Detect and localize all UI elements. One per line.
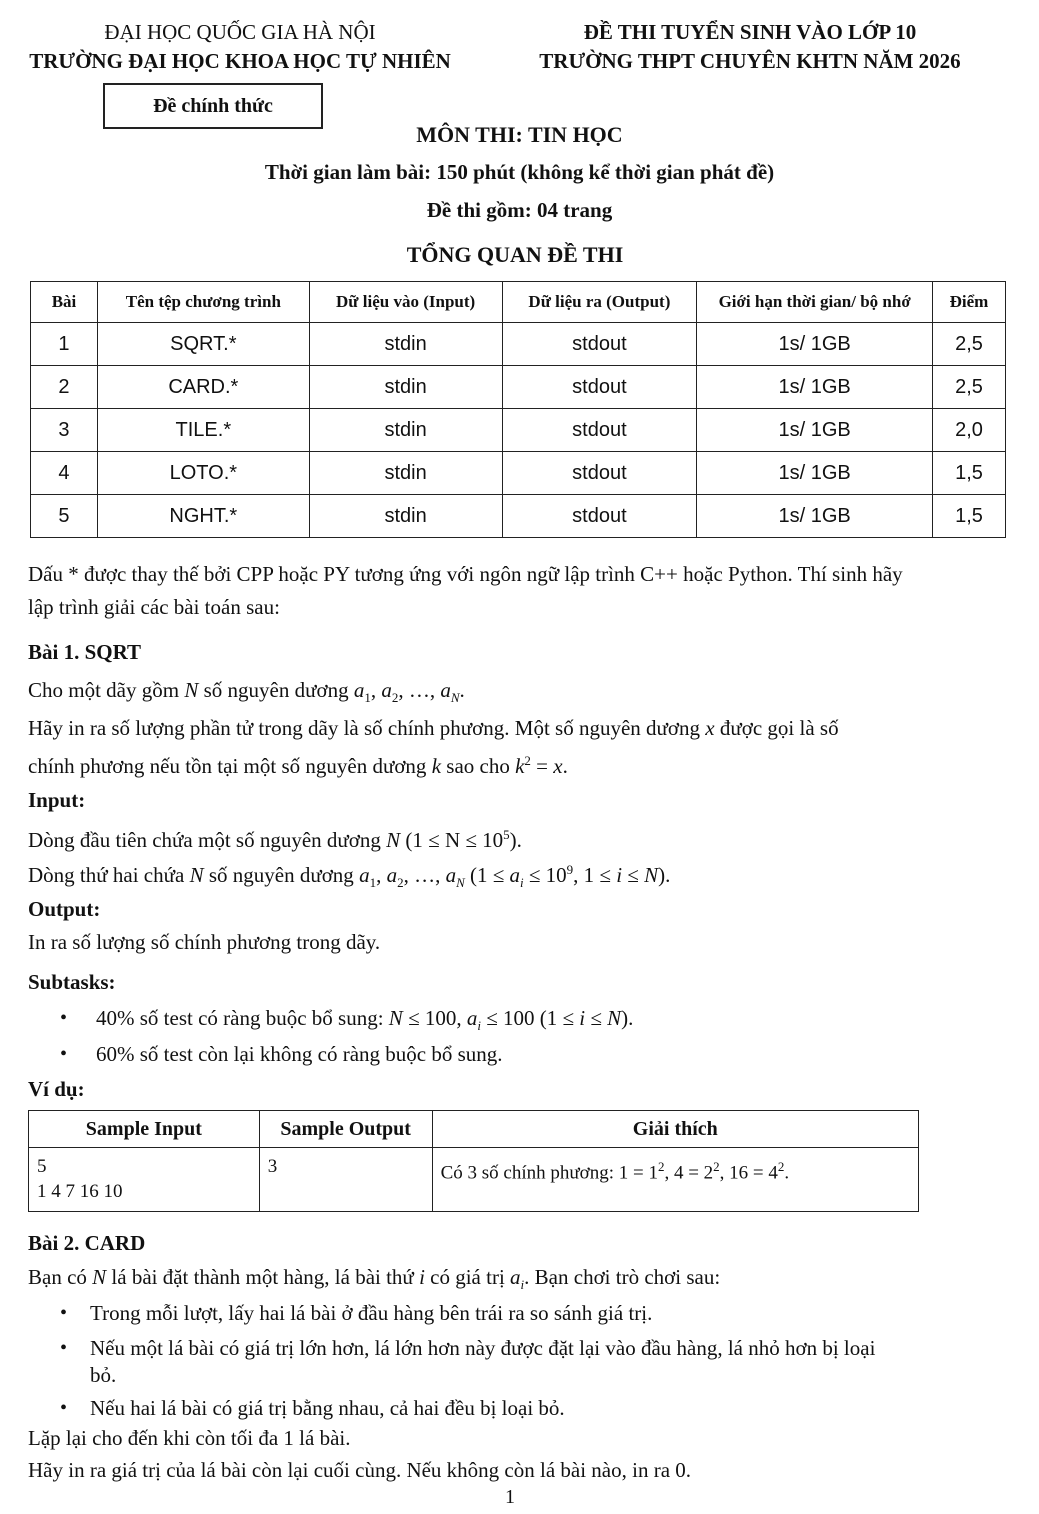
- text: Nếu một lá bài có giá trị lớn hơn, lá lớn hơn này được đặt lại vào đầu hàng, lá nhỏ hơn bị loại: [90, 1336, 876, 1360]
- table-cell: 1s/ 1GB: [697, 323, 933, 366]
- table-cell: stdin: [309, 452, 502, 495]
- table-cell: 1,5: [933, 452, 1006, 495]
- bullet-icon: •: [60, 1043, 68, 1065]
- table-cell: 1,5: [933, 495, 1006, 538]
- table-row: [31, 409, 1006, 452]
- note-line-2: lập trình giải các bài toán sau:: [28, 595, 280, 619]
- problem-2-repeat: Lặp lại cho đến khi còn tối đa 1 lá bài.: [28, 1426, 351, 1450]
- rule-2: [60, 1332, 876, 1365]
- official-exam-badge: Đề chính thức: [103, 83, 323, 129]
- bullet-icon: •: [60, 1302, 68, 1324]
- text: lá bài đặt thành một hàng, lá bài thứ: [106, 1265, 420, 1289]
- example-heading: Ví dụ:: [28, 1077, 85, 1101]
- col-header: Bài: [31, 282, 98, 323]
- table-cell: stdout: [502, 495, 697, 538]
- text: Cho một dãy gồm: [28, 678, 185, 702]
- text: Dòng thứ hai chứa: [28, 863, 190, 887]
- exam-school: TRƯỜNG THPT CHUYÊN KHTN NĂM 2026: [539, 49, 961, 73]
- text: . Bạn chơi trò chơi sau:: [524, 1265, 721, 1289]
- table-cell: 1s/ 1GB: [697, 495, 933, 538]
- table-cell: stdout: [502, 323, 697, 366]
- table-cell: 2,5: [933, 323, 1006, 366]
- table-cell: 1s/ 1GB: [697, 409, 933, 452]
- table-cell: stdin: [309, 409, 502, 452]
- table-cell: stdin: [309, 323, 502, 366]
- explanation-cell: Có 3 số chính phương: $1 = 1^2$, $4 = 2^2$, $16 = 4^2$.: [432, 1148, 918, 1212]
- table-cell: NGHT.*: [97, 495, 309, 538]
- input-line-1: Dòng đầu tiên chứa một số nguyên dương N $(1 \le N \le 10^5)$.: [28, 827, 522, 852]
- table-cell: stdout: [502, 366, 697, 409]
- table-cell: stdout: [502, 452, 697, 495]
- col-header: Sample Input: [29, 1111, 260, 1148]
- text: Trong mỗi lượt, lấy hai lá bài ở đầu hàng bên trái ra so sánh giá trị.: [90, 1301, 653, 1325]
- text: được gọi là số: [714, 716, 839, 740]
- var-k: k: [431, 754, 442, 778]
- col-header: Sample Output: [259, 1111, 432, 1148]
- problem-1-title: Bài 1. SQRT: [28, 640, 142, 664]
- text: Bạn có: [28, 1265, 93, 1289]
- problem-1-desc-1: [28, 712, 839, 745]
- text: 60% số test còn lại không có ràng buộc bổ sung.: [96, 1042, 503, 1066]
- problem-1-desc-2: chính phương nếu tồn tại một số nguyên dương k sao cho $k^2 = x$.: [28, 753, 568, 778]
- exam-pages: Đề thi gồm: 04 trang: [426, 198, 613, 222]
- table-cell: stdout: [502, 409, 697, 452]
- subtask-1: • 40% số test có ràng buộc bổ sung: N ≤ 100, $a_i \le 100$ (1 ≤ i ≤ N).: [96, 1002, 633, 1042]
- note-line-1: Dấu * được thay thế bởi CPP hoặc PY tương ứng với ngôn ngữ lập trình C++ hoặc Python. Thí sinh hãy: [28, 562, 903, 586]
- school-name: TRƯỜNG ĐẠI HỌC KHOA HỌC TỰ NHIÊN: [29, 49, 451, 73]
- table-cell: 5: [31, 495, 98, 538]
- problem-1-statement: Cho một dãy gồm N số nguyên dương $a_1$, $a_2$, …, $a_N$.: [28, 678, 465, 706]
- text: chính phương nếu tồn tại một số nguyên dương: [28, 754, 432, 778]
- table-cell: 4: [31, 452, 98, 495]
- problem-2-statement: Bạn có N lá bài đặt thành một hàng, lá bài thứ i có giá trị $a_i$. Bạn chơi trò chơi sau:: [28, 1265, 721, 1293]
- page-number: 1: [505, 1486, 515, 1508]
- text: Có 3 số chính phương:: [440, 1162, 619, 1184]
- exam-title: ĐỀ THI TUYỂN SINH VÀO LỚP 10: [583, 20, 917, 44]
- text: sao cho: [441, 754, 516, 778]
- university-name: ĐẠI HỌC QUỐC GIA HÀ NỘI: [104, 20, 376, 44]
- output-heading: Output:: [28, 897, 101, 921]
- sample-input-line: 1 4 7 16 10: [37, 1181, 123, 1202]
- subtasks-heading: Subtasks:: [28, 970, 116, 994]
- bullet-icon: •: [60, 1337, 68, 1359]
- bullet-icon: •: [60, 1397, 68, 1419]
- table-cell: stdin: [309, 495, 502, 538]
- problem-2-output: Hãy in ra giá trị của lá bài còn lại cuối cùng. Nếu không còn lá bài nào, in ra 0.: [28, 1458, 692, 1482]
- exam-subject: MÔN THI: TIN HỌC: [416, 122, 623, 147]
- example-table: [28, 1110, 919, 1212]
- col-header: Dữ liệu ra (Output): [502, 282, 697, 323]
- overview-table: [30, 281, 1006, 538]
- input-line-2: Dòng thứ hai chứa N số nguyên dương $a_1$, $a_2$, …, $a_N$ ($1 \le a_i \le 10^9$, 1 ≤ i ≤ N).: [28, 862, 671, 891]
- table-cell: 1s/ 1GB: [697, 452, 933, 495]
- text: số nguyên dương: [203, 863, 360, 887]
- table-cell: 1: [31, 323, 98, 366]
- rule-2-continued: bỏ.: [90, 1363, 117, 1387]
- output-line-1: In ra số lượng số chính phương trong dãy.: [28, 930, 381, 954]
- table-cell: 2: [31, 366, 98, 409]
- overview-header-row: [31, 282, 1006, 323]
- exam-time: Thời gian làm bài: 150 phút (không kể thời gian phát đề): [264, 160, 775, 184]
- text: Hãy in ra số lượng phần tử trong dãy là số chính phương. Một số nguyên dương: [28, 716, 706, 740]
- problem-2-title: Bài 2. CARD: [28, 1231, 146, 1255]
- col-header: Tên tệp chương trình: [97, 282, 309, 323]
- text: 40% số test có ràng buộc bổ sung:: [96, 1006, 389, 1030]
- overview-title: TỔNG QUAN ĐỀ THI: [406, 242, 624, 267]
- col-header: Điểm: [933, 282, 1006, 323]
- rule-1: [60, 1297, 653, 1330]
- col-header: Dữ liệu vào (Input): [309, 282, 502, 323]
- table-cell: 3: [31, 409, 98, 452]
- sample-input-cell: [29, 1148, 260, 1212]
- table-cell: CARD.*: [97, 366, 309, 409]
- text: số nguyên dương: [198, 678, 354, 702]
- col-header: Giải thích: [432, 1111, 918, 1148]
- table-cell: 1s/ 1GB: [697, 366, 933, 409]
- table-row: [31, 323, 1006, 366]
- example-header-row: [29, 1111, 919, 1148]
- table-row: [29, 1148, 919, 1212]
- table-row: [31, 495, 1006, 538]
- var-N: N: [184, 678, 199, 702]
- text: có giá trị: [424, 1265, 511, 1289]
- sample-input-line: 5: [37, 1156, 47, 1177]
- table-row: [31, 452, 1006, 495]
- table-cell: TILE.*: [97, 409, 309, 452]
- table-cell: SQRT.*: [97, 323, 309, 366]
- text: Dòng đầu tiên chứa một số nguyên dương: [28, 828, 387, 852]
- table-row: [31, 366, 1006, 409]
- col-header: Giới hạn thời gian/ bộ nhớ: [697, 282, 933, 323]
- input-heading: Input:: [28, 788, 86, 812]
- rule-3: [60, 1392, 565, 1425]
- bullet-icon: •: [60, 1007, 68, 1029]
- subtask-2: [60, 1038, 503, 1071]
- table-cell: 2,0: [933, 409, 1006, 452]
- sample-output-cell: 3: [259, 1148, 432, 1212]
- table-cell: stdin: [309, 366, 502, 409]
- table-cell: 2,5: [933, 366, 1006, 409]
- table-cell: LOTO.*: [97, 452, 309, 495]
- text: Nếu hai lá bài có giá trị bằng nhau, cả hai đều bị loại bỏ.: [90, 1396, 565, 1420]
- var-x: x: [705, 716, 715, 740]
